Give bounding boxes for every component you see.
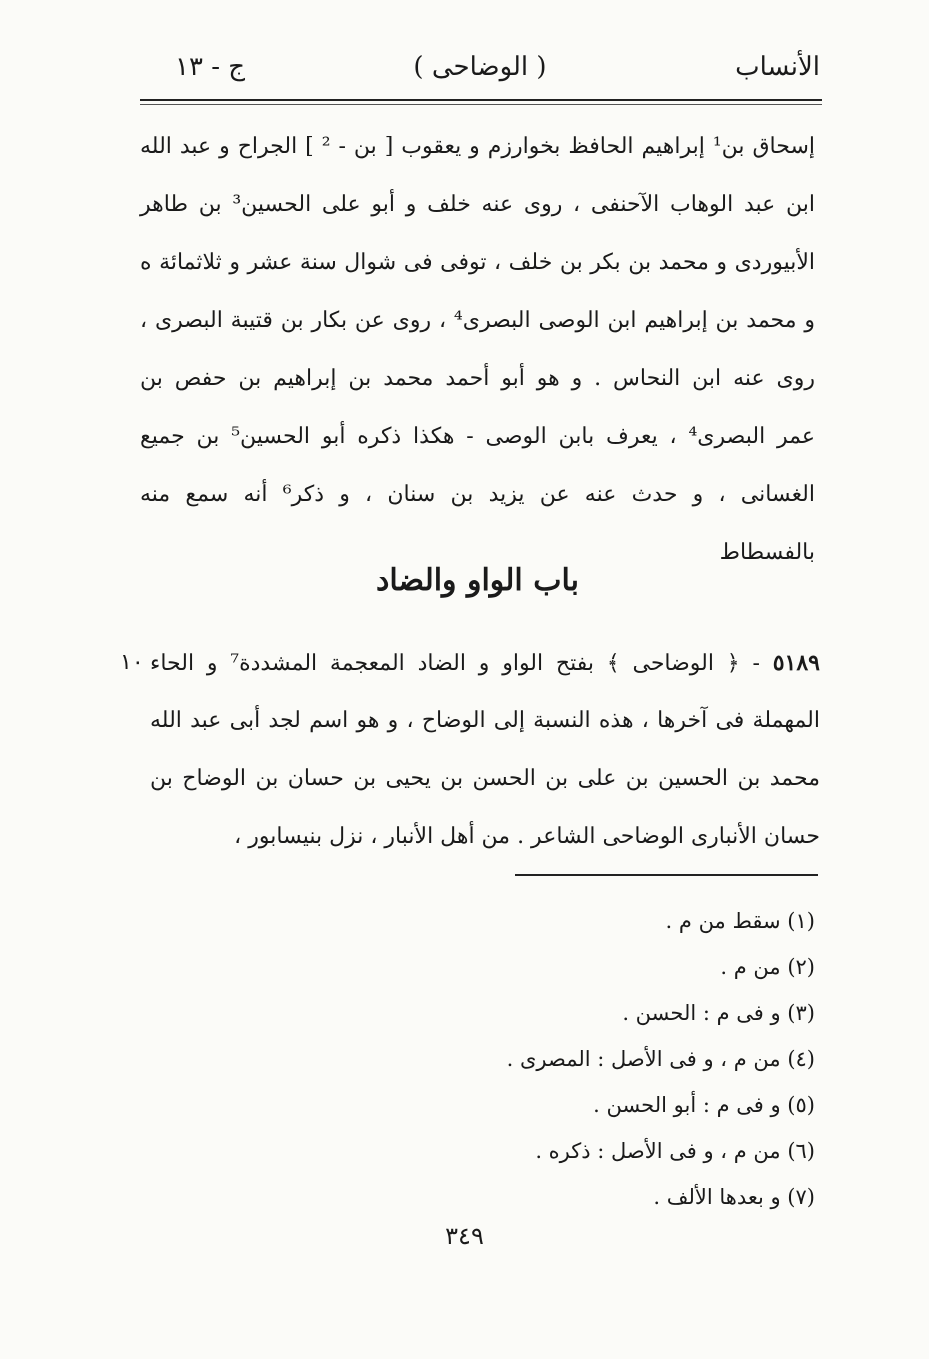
text-line: الأبيوردى و محمد بن بكر بن خلف ، توفى فى شوال سنة عشر و ثلاثمائة ه xyxy=(140,250,815,275)
nisba-heading: ( الوضاحى ) xyxy=(413,52,547,82)
footnote: (٤) من م ، و فى الأصل : المصرى . xyxy=(506,1047,815,1071)
page-number: ٣٤٩ xyxy=(445,1222,484,1250)
footnote: (٧) و بعدها الألف . xyxy=(653,1185,815,1209)
volume-number: ج - ١٣ xyxy=(175,52,246,82)
body-text xyxy=(140,118,815,582)
line-number-marker: ١٠ xyxy=(120,650,144,675)
footnote: (٣) و فى م : الحسن . xyxy=(622,1001,815,1025)
text-line: روى عنه ابن النحاس . و هو أبو أحمد محمد بن إبراهيم بن حفص بن xyxy=(140,366,815,391)
entry-line: ٥١٨٩ - ﴿ الوضاحى ﴾ بفتح الواو و الضاد المعجمة المشددة⁷ و الحاء xyxy=(150,650,820,676)
text-line: ابن عبد الوهاب الآحنفى ، روى عنه خلف و أبو على الحسين³ بن طاهر xyxy=(140,192,815,217)
header-rule-thin xyxy=(140,104,822,105)
footnote-rule xyxy=(515,874,818,876)
entry-5189 xyxy=(120,634,820,866)
entry-line: المهملة فى آخرها ، هذه النسبة إلى الوضاح ، و هو اسم لجد أبى عبد الله xyxy=(150,708,820,733)
text-line: عمر البصرى⁴ ، يعرف بابن الوصى - هكذا ذكره أبو الحسين⁵ بن جميع xyxy=(140,424,815,449)
running-header xyxy=(140,52,820,92)
footnotes xyxy=(300,898,815,1220)
entry-line: حسان الأنبارى الوضاحى الشاعر . من أهل الأنبار ، نزل بنيسابور ، xyxy=(234,824,820,849)
entry-line: محمد بن الحسين بن على بن الحسن بن يحيى بن حسان بن الوضاح بن xyxy=(150,766,820,791)
entry-line-text: ﴿ الوضاحى ﴾ بفتح الواو و الضاد المعجمة المشددة⁷ و الحاء xyxy=(150,651,740,676)
book-title: الأنساب xyxy=(735,52,820,82)
section-heading: باب الواو والضاد xyxy=(376,563,579,598)
footnote: (٦) من م ، و فى الأصل : ذكره . xyxy=(535,1139,815,1163)
text-line: الغسانى ، و حدث عنه عن يزيد بن سنان ، و ذكر⁶ أنه سمع منه xyxy=(140,482,816,507)
header-rule xyxy=(140,99,822,101)
text-line: و محمد بن إبراهيم ابن الوصى البصرى⁴ ، روى عن بكار بن قتيبة البصرى ، xyxy=(140,308,815,333)
footnote: (١) سقط من م . xyxy=(665,909,815,933)
text-line: إسحاق بن¹ إبراهيم الحافظ بخوارزم و يعقوب [ بن - ² ] الجراح و عبد الله xyxy=(140,134,815,159)
footnote: (٢) من م . xyxy=(720,955,815,979)
entry-number: ٥١٨٩ xyxy=(772,650,820,676)
text-line: بالفسطاط xyxy=(719,540,815,565)
footnote: (٥) و فى م : أبو الحسن . xyxy=(593,1093,815,1117)
